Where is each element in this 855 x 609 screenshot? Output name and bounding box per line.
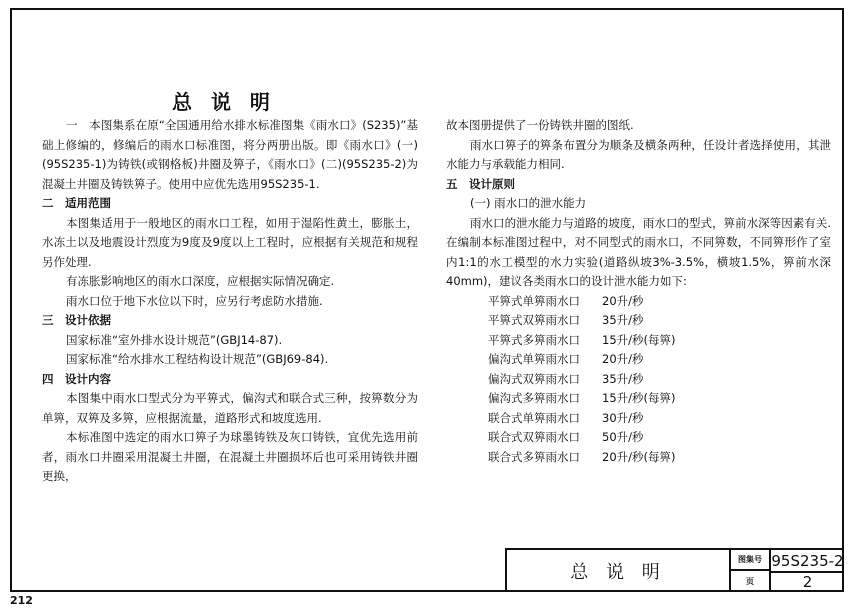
- inlet-type: 偏沟式多箅雨水口: [488, 391, 580, 405]
- discharge-capacity-row: [488, 350, 831, 370]
- discharge-capacity: 20升/秒(每箅): [602, 449, 676, 464]
- discharge-capacity: 30升/秒: [602, 410, 644, 425]
- paragraph: 有冻胀影响地区的雨水口深度，应根据实际情况确定.: [66, 274, 335, 288]
- page-number: 212: [10, 594, 33, 607]
- paragraph: 雨水口位于地下水位以下时，应另行考虑防水措施.: [66, 293, 323, 308]
- discharge-capacity: 15升/秒(每箅): [602, 391, 676, 405]
- atlas-number-label: 图集号: [731, 550, 771, 571]
- inlet-type: 平箅式单箅雨水口: [488, 293, 580, 308]
- discharge-capacity: 15升/秒(每箅): [602, 332, 676, 347]
- discharge-capacity: 35升/秒: [602, 313, 644, 327]
- discharge-capacity: 35升/秒: [602, 371, 644, 386]
- discharge-capacity-list: [446, 292, 831, 468]
- section-heading: 三 设计依据: [42, 313, 111, 327]
- atlas-number: 95S235-2: [771, 550, 844, 573]
- paragraph: 雨水口箅子的箅条布置分为顺条及横条两种，任设计者选择使用，其泄水能力与承载能力相同.: [446, 137, 831, 171]
- discharge-capacity-row: [488, 448, 831, 468]
- section-heading: 五 设计原则: [446, 176, 515, 191]
- inlet-type: 平箅式多箅雨水口: [488, 332, 580, 347]
- right-column: [446, 116, 831, 467]
- discharge-capacity: 50升/秒: [602, 430, 644, 444]
- title-block: [505, 548, 844, 592]
- paragraph: 国家标准“室外排水设计规范”(GBJ14-87).: [66, 332, 283, 347]
- discharge-capacity-row: [488, 311, 831, 331]
- discharge-capacity-row: [488, 370, 831, 390]
- title-block-title: 总 说 明: [507, 550, 731, 592]
- inlet-type: 平箅式双箅雨水口: [488, 313, 580, 327]
- section-heading: 二 适用范围: [42, 196, 111, 210]
- discharge-capacity-row: [488, 428, 831, 448]
- discharge-capacity-row: [488, 409, 831, 429]
- inlet-type: 偏沟式双箅雨水口: [488, 371, 580, 386]
- paragraph: 故本图册提供了一份铸铁井圈的图纸.: [446, 118, 634, 132]
- paragraph: 一 本图集系在原“全国通用给水排水标准图集《雨水口》(S235)”基础上修编的，修编后的雨水口标准图，将分两册出版。即《雨水口》(一)(95S235-1)为铸铁(或钢格板)井圈及箅子，《雨水口》(二)(95S235-2)为混凝土井圈及铸铁箅子。使用中应优先选用95S235-1.: [42, 118, 418, 191]
- right-column-text: [446, 116, 831, 292]
- inlet-type: 联合式单箅雨水口: [488, 410, 580, 425]
- paragraph: 雨水口的泄水能力与道路的坡度，雨水口的型式，箅前水深等因素有关.在编制本标准图过程中，对不同型式的雨水口，不同箅数，不同箅形作了室内1:1的水工模型的水力实验(道路纵坡3%-3.5%，横坡1.5%，箅前水深40mm)，建议各类雨水口的设计泄水能力如下:: [446, 215, 831, 288]
- page-label: 页: [731, 571, 771, 592]
- paragraph: 本图集适用于一般地区的雨水口工程，如用于湿陷性黄土，膨胀土，水冻土以及地震设计烈度为9度及9度以上工程时，应根据有关规范和规程另作处理.: [42, 215, 418, 269]
- inlet-type: 联合式双箅雨水口: [488, 430, 580, 444]
- paragraph: 本标准图中选定的雨水口箅子为球墨铸铁及灰口铸铁，宜优先选用前者，雨水口井圈采用混凝土井圈，在混凝土井圈损坏后也可采用铸铁井圈更换，: [42, 430, 418, 483]
- discharge-capacity-row: [488, 292, 831, 312]
- discharge-capacity-row: [488, 331, 831, 351]
- discharge-capacity: 20升/秒: [602, 352, 644, 366]
- page-heading: 总 说 明: [172, 90, 276, 114]
- inlet-type: 联合式多箅雨水口: [488, 449, 580, 464]
- section-heading: 四 设计内容: [42, 371, 111, 386]
- sheet-page-number: 2: [802, 572, 813, 591]
- paragraph: (一) 雨水口的泄水能力: [470, 196, 587, 210]
- discharge-capacity-row: [488, 389, 831, 409]
- paragraph: 国家标准“给水排水工程结构设计规范”(GBJ69-84).: [66, 352, 329, 366]
- left-column: [42, 116, 418, 487]
- discharge-capacity: 20升/秒: [602, 293, 644, 308]
- paragraph: 本图集中雨水口型式分为平箅式，偏沟式和联合式三种，按箅数分为单箅，双箅及多箅，应根据流量，道路形式和坡度选用.: [42, 391, 418, 425]
- inlet-type: 偏沟式单箅雨水口: [488, 352, 580, 366]
